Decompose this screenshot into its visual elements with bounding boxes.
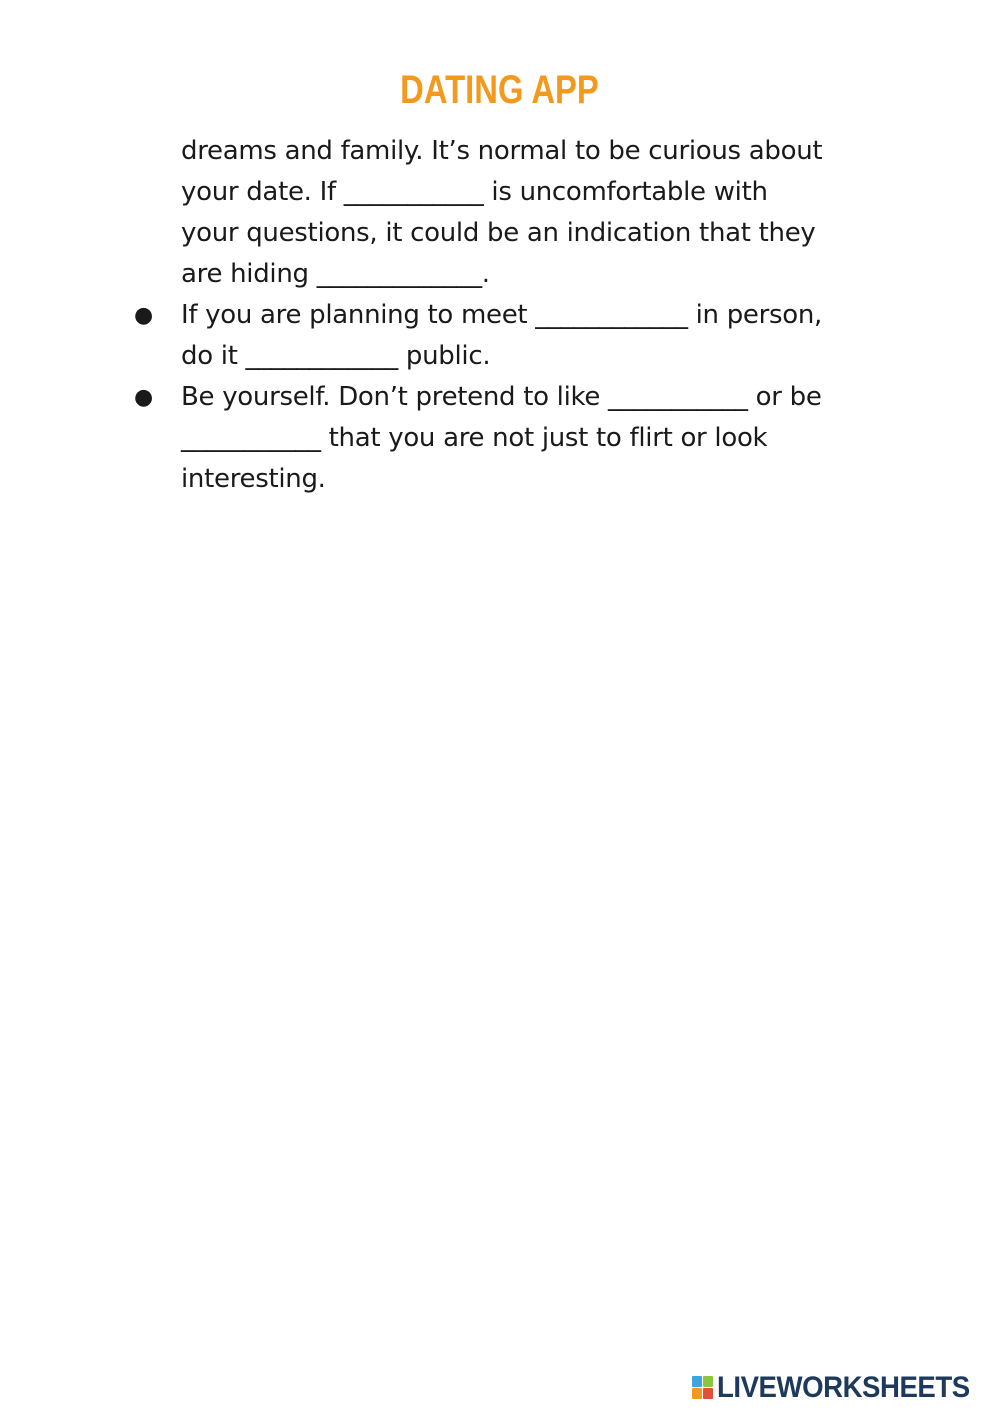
bullet-text-line: Be yourself. Don’t pretend to like ___________ or be <box>181 382 822 412</box>
text-line: your date. If ___________ is uncomfortable with <box>181 177 768 207</box>
liveworksheets-logo-icon <box>692 1376 714 1400</box>
liveworksheets-logo-text: LIVEWORKSHEETS <box>717 1371 970 1404</box>
bullet-text-line: ___________ that you are not just to flirt or look <box>181 423 768 453</box>
page-title: DATING APP <box>400 68 599 112</box>
bullet-marker: ● <box>134 385 154 410</box>
bullet-marker: ● <box>134 303 154 328</box>
bullet-text-line: do it ____________ public. <box>181 341 491 371</box>
bullet-text-line: interesting. <box>181 464 326 494</box>
text-line: dreams and family. It’s normal to be curious about <box>181 136 823 166</box>
text-line: are hiding _____________. <box>181 259 490 289</box>
text-line: your questions, it could be an indication that they <box>181 218 816 248</box>
liveworksheets-logo <box>692 1373 992 1403</box>
bullet-text-line: If you are planning to meet ____________ in person, <box>181 300 822 330</box>
